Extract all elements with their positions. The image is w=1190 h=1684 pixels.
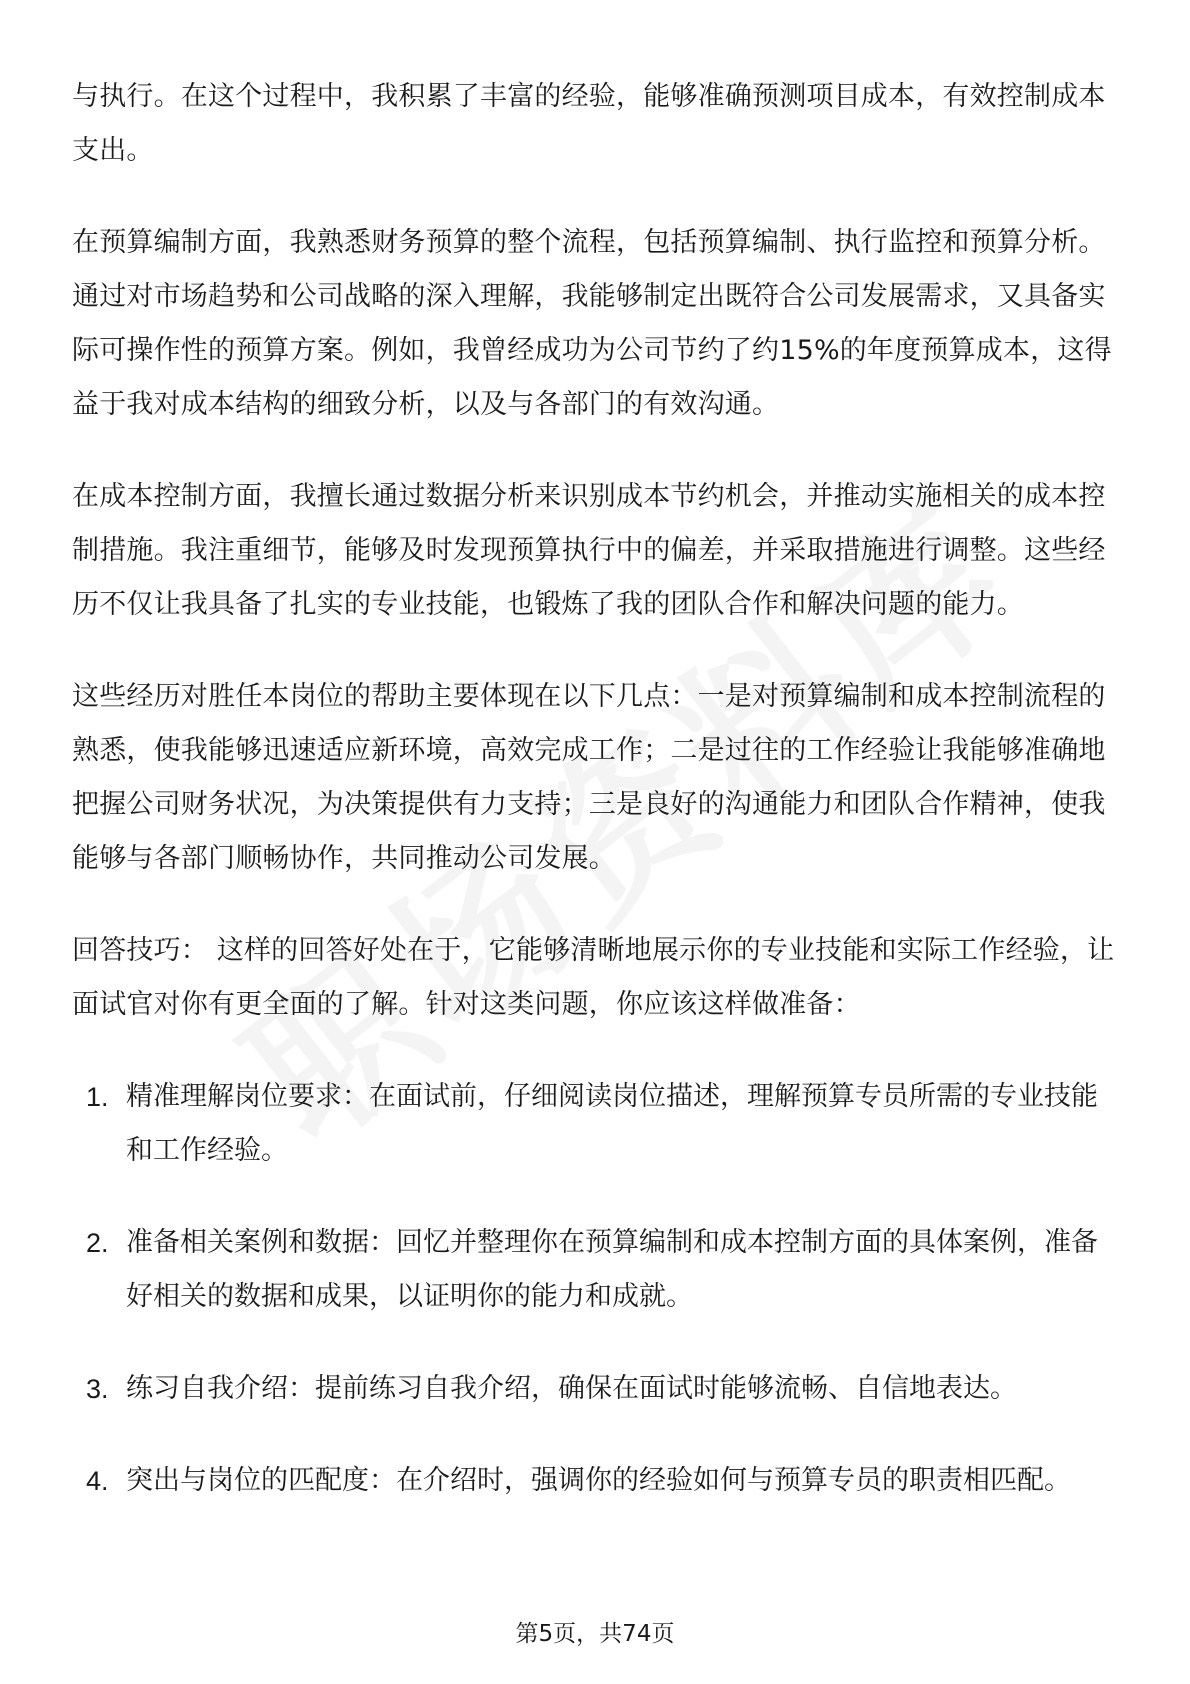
- list-item-text: 准备相关案例和数据：回忆并整理你在预算编制和成本控制方面的具体案例，准备好相关的数据和成果，以证明你的能力和成就。: [126, 1227, 1098, 1312]
- tips-list: [72, 1070, 1118, 1508]
- paragraph: 这些经历对胜任本岗位的帮助主要体现在以下几点：一是对预算编制和成本控制流程的熟悉，使我能够迅速适应新环境，高效完成工作；二是过往的工作经验让我能够准确地把握公司财务状况，为决策提供有力支持；三是良好的沟通能力和团队合作精神，使我能够与各部门顺畅协作，共同推动公司发展。: [72, 681, 1106, 874]
- list-item: [72, 1216, 1118, 1324]
- paragraph: 与执行。在这个过程中，我积累了丰富的经验，能够准确预测项目成本，有效控制成本支出。: [72, 81, 1106, 166]
- list-number: 3.: [86, 1374, 109, 1404]
- list-item-text: 精准理解岗位要求：在面试前，仔细阅读岗位描述，理解预算专员所需的专业技能和工作经验。: [126, 1081, 1098, 1166]
- list-item: [72, 1362, 1118, 1416]
- list-number: 2.: [86, 1228, 109, 1258]
- list-item: [72, 1454, 1118, 1508]
- list-item-text: 突出与岗位的匹配度：在介绍时，强调你的经验如何与预算专员的职责相匹配。: [126, 1465, 1071, 1496]
- list-number: 4.: [86, 1466, 109, 1496]
- answer-tips-paragraph: 回答技巧： 这样的回答好处在于，它能够清晰地展示你的专业技能和实际工作经验，让面试官对你有更全面的了解。针对这类问题，你应该这样做准备：: [72, 935, 1115, 1020]
- list-number: 1.: [86, 1082, 109, 1112]
- page-footer: [0, 1619, 1190, 1649]
- paragraph: 在成本控制方面，我擅长通过数据分析来识别成本节约机会，并推动实施相关的成本控制措施。我注重细节，能够及时发现预算执行中的偏差，并采取措施进行调整。这些经历不仅让我具备了扎实的专业技能，也锻炼了我的团队合作和解决问题的能力。: [72, 481, 1106, 620]
- document-body: [72, 70, 1118, 1546]
- paragraph: 在预算编制方面，我熟悉财务预算的整个流程，包括预算编制、执行监控和预算分析。通过对市场趋势和公司战略的深入理解，我能够制定出既符合公司发展需求，又具备实际可操作性的预算方案。例如，我曾经成功为公司节约了约15%的年度预算成本，这得益于我对成本结构的细致分析，以及与各部门的有效沟通。: [72, 227, 1112, 420]
- page-number: 第5页，共74页: [515, 1621, 675, 1647]
- list-item: [72, 1070, 1118, 1178]
- list-item-text: 练习自我介绍：提前练习自我介绍，确保在面试时能够流畅、自信地表达。: [126, 1373, 1017, 1404]
